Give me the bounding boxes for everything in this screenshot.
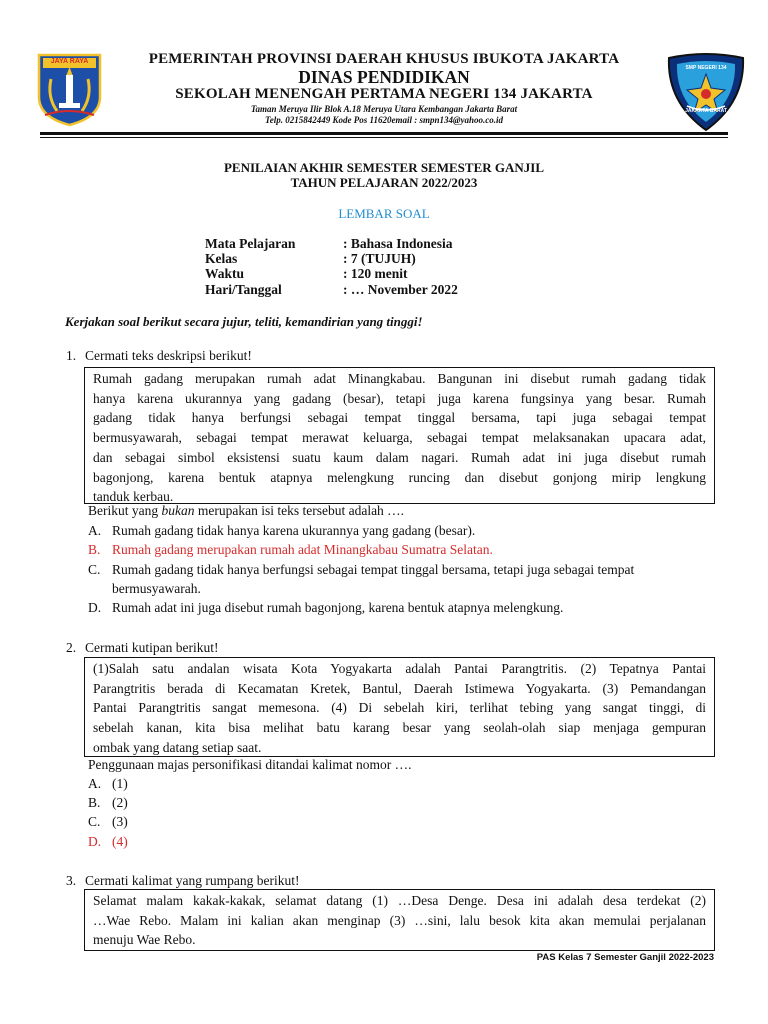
passage-line: ombak yang datang setiap saat. bbox=[93, 739, 262, 755]
passage-line: hanya karena ukurannya yang gadang (besar), tetapi juga karena fungsinya yang besar. Rumah bbox=[93, 390, 706, 406]
passage-line: …Wae Rebo. Malam ini kalian akan menginap (3) …sini, lalu besok kita akan memulai perjalanan bbox=[93, 912, 706, 928]
passage-line: menuju Wae Rebo. bbox=[93, 932, 196, 948]
option-text: (2) bbox=[112, 795, 128, 810]
passage-box bbox=[84, 889, 715, 951]
instruction: Kerjakan soal berikut secara jujur, teliti, kemandirian yang tinggi! bbox=[65, 314, 423, 329]
passage-line: Rumah gadang merupakan rumah adat Minangkabau. Bangunan ini disebut rumah gadang tidak bbox=[93, 371, 706, 386]
question-prompt: Cermati kutipan berikut! bbox=[85, 640, 219, 655]
exam-title: PENILAIAN AKHIR SEMESTER SEMESTER GANJIL bbox=[223, 160, 545, 175]
letterhead-rule-thin bbox=[40, 137, 728, 138]
emblem-top-text: SMP NEGERI 134 bbox=[685, 65, 727, 71]
option-text: (1) bbox=[112, 776, 128, 791]
letterhead-rule-thick bbox=[40, 132, 728, 135]
stem-emphasis: bukan bbox=[161, 503, 195, 518]
option-text: Rumah adat ini juga disebut rumah bagonjong, karena bentuk atapnya melengkung. bbox=[112, 600, 564, 615]
passage-line: sebelah kanan, kita bisa melihat batu karang besar yang seolah-olah siap menjaga gempuran bbox=[93, 720, 706, 736]
meta-value: : Bahasa Indonesia bbox=[343, 236, 453, 251]
page-footer: PAS Kelas 7 Semester Ganjil 2022-2023 bbox=[536, 952, 714, 963]
option-letter: C. bbox=[88, 814, 101, 829]
option-letter: D. bbox=[88, 834, 102, 849]
logo-motto: JAYA RAYA bbox=[50, 58, 89, 65]
option-letter: C. bbox=[88, 562, 101, 577]
passage-line: Selamat malam kakak-kakak, selamat datang (1) …Desa Denge. Desa ini adalah desa terdekat (2) bbox=[93, 893, 706, 908]
stem-text: Berikut yang bbox=[88, 503, 162, 518]
meta-label: Kelas bbox=[205, 251, 238, 266]
option-letter: A. bbox=[88, 523, 102, 538]
passage-line: Parangtritis berada di Kecamatan Kretek, Bantul, Daerah Istimewa Yogyakarta. (3) Pemandangan bbox=[93, 680, 706, 696]
question-number: 3. bbox=[66, 873, 77, 888]
question-stem: Penggunaan majas personifikasi ditandai kalimat nomor …. bbox=[88, 757, 412, 772]
option-letter: D. bbox=[88, 600, 102, 615]
passage-box bbox=[84, 657, 715, 757]
meta-value: : 7 (TUJUH) bbox=[343, 251, 416, 266]
sheet-label: LEMBAR SOAL bbox=[338, 206, 430, 221]
question-number: 2. bbox=[66, 640, 77, 655]
letterhead-contact: Telp. 0215842449 Kode Pos 11620email : smpn134@yahoo.co.id bbox=[265, 115, 503, 125]
meta-label: Mata Pelajaran bbox=[205, 236, 296, 251]
option-text: Rumah gadang merupakan rumah adat Minangkabau Sumatra Selatan. bbox=[112, 542, 493, 557]
passage-line: Pantai Parangtritis sangat memesona. (4) Di sebelah kiri, terlihat tebing yang sangat tinggi, di bbox=[93, 700, 706, 716]
option-text: bermusyawarah. bbox=[112, 581, 201, 596]
emblem-bottom-text: JAKARTA BARAT bbox=[685, 108, 727, 114]
meta-label: Waktu bbox=[205, 266, 245, 281]
passage-line: bagonjong, karena bentuk atapnya melengkung runcing dan disebut gonjong mirip lengkung bbox=[93, 469, 706, 485]
stem-text: merupakan isi teks tersebut adalah …. bbox=[194, 503, 405, 518]
passage-line: gadang tidak hanya berfungsi sebagai tempat tinggal bersama, tapi juga sebagai tempat bbox=[93, 410, 706, 426]
letterhead-school: SEKOLAH MENENGAH PERTAMA NEGERI 134 JAKARTA bbox=[175, 86, 593, 102]
option-text: Rumah gadang tidak hanya karena ukurannya yang gadang (besar). bbox=[112, 523, 476, 538]
meta-value: : … November 2022 bbox=[343, 282, 458, 297]
passage-line: tanduk kerbau. bbox=[93, 489, 174, 505]
question-prompt: Cermati kalimat yang rumpang berikut! bbox=[85, 873, 300, 888]
letterhead-agency: DINAS PENDIDIKAN bbox=[298, 67, 470, 87]
option-text: Rumah gadang tidak hanya berfungsi sebagai tempat tinggal bersama, tetapi juga sebagai tempat bbox=[112, 562, 635, 577]
passage-box bbox=[84, 367, 715, 504]
passage-line: bermusyawarah, sebagai tempat merawat keluarga, sebagai tempat melaksanakan upacara adat, bbox=[93, 430, 706, 446]
meta-label: Hari/Tanggal bbox=[205, 282, 282, 297]
passage-line: (1)Salah satu andalan wisata Kota Yogyakarta adalah Pantai Parangtritis. (2) Tepatnya Pantai bbox=[93, 661, 706, 676]
option-letter: B. bbox=[88, 542, 101, 557]
option-text: (3) bbox=[112, 814, 128, 829]
option-letter: B. bbox=[88, 795, 101, 810]
question-prompt: Cermati teks deskripsi berikut! bbox=[85, 348, 252, 363]
question-number: 1. bbox=[66, 348, 77, 363]
letterhead-government: PEMERINTAH PROVINSI DAERAH KHUSUS IBUKOTA JAKARTA bbox=[148, 51, 620, 67]
passage-line: dan sebagai simbol eksistensi suatu kaum dalam nagari. Rumah adat ini juga disebut rumah bbox=[93, 449, 706, 465]
letterhead-address: Taman Meruya Ilir Blok A.18 Meruya Utara Kembangan Jakarta Barat bbox=[250, 104, 518, 114]
meta-value: : 120 menit bbox=[343, 266, 408, 281]
exam-year: TAHUN PELAJARAN 2022/2023 bbox=[290, 175, 478, 190]
option-letter: A. bbox=[88, 776, 102, 791]
option-text: (4) bbox=[112, 834, 128, 849]
question-stem bbox=[88, 503, 404, 519]
